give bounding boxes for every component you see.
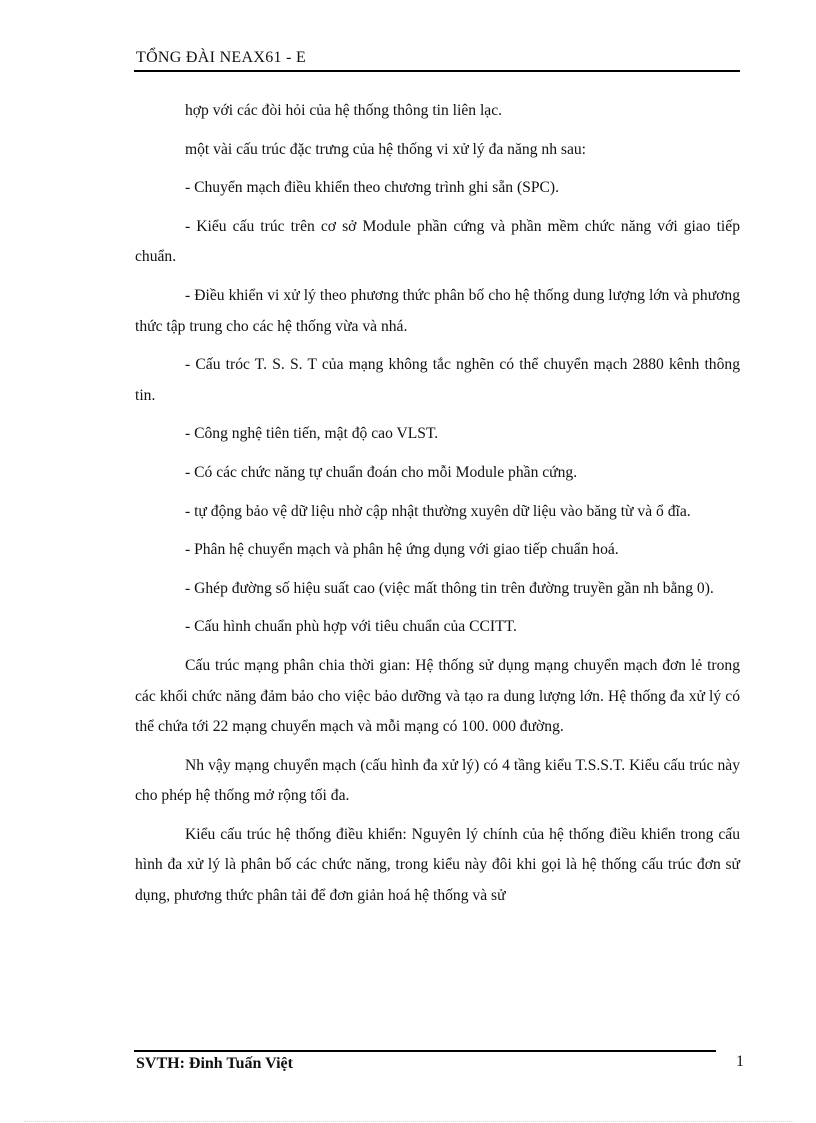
paragraph: - Có các chức năng tự chuẩn đoán cho mỗi Module phần cứng. xyxy=(185,463,578,481)
paragraph: - Cấu hình chuẩn phù hợp với tiêu chuẩn của CCITT. xyxy=(185,618,517,636)
paragraph: một vài cấu trúc đặc trưng của hệ thống vi xử lý đa năng nh sau: xyxy=(185,140,587,158)
page-number: 1 xyxy=(736,1053,744,1070)
paragraph: Kiểu cấu trúc hệ thống điều khiển: Nguyên lý chính của hệ thống điều khiển trong cấu hình đa xử lý là phân bố các chức năng, trong kiểu này đôi khi gọi là hệ thống cấu trúc đơn sử dụng, phương thức phân tải để đơn giản hoá hệ thống và sử xyxy=(135,825,740,905)
paragraph: Cấu trúc mạng phân chia thời gian: Hệ thống sử dụng mạng chuyển mạch đơn lẻ trong các khối chức năng đảm bảo cho việc bảo dưỡng và tạo ra dung lượng lớn. Hệ thống đa xử lý có thể chứa tới 22 mạng chuyển mạch và mỗi mạng có 100. 000 đường. xyxy=(135,656,740,736)
paragraph: hợp với các đòi hỏi của hệ thống thông tin liên lạc. xyxy=(185,102,503,119)
paragraph: - Kiểu cấu trúc trên cơ sở Module phần cứng và phần mềm chức năng với giao tiếp chuẩn. xyxy=(135,217,740,266)
paragraph: Nh vậy mạng chuyển mạch (cấu hình đa xử lý) có 4 tầng kiểu T.S.S.T. Kiểu cấu trúc này cho phép hệ thống mở rộng tối đa. xyxy=(135,756,740,805)
footer-author: SVTH: Đinh Tuấn Việt xyxy=(136,1055,293,1072)
document-body xyxy=(135,96,740,920)
paragraph: - Ghép đường số hiệu suất cao (việc mất thông tin trên đường truyền gần nh bằng 0). xyxy=(185,579,714,597)
footer-divider xyxy=(134,1050,716,1052)
paragraph: - Phân hệ chuyển mạch và phân hệ ứng dụng với giao tiếp chuẩn hoá. xyxy=(185,541,619,559)
page-bottom-edge xyxy=(24,1121,794,1122)
paragraph: - Cấu tróc T. S. S. T của mạng không tắc nghẽn có thể chuyển mạch 2880 kênh thông tin. xyxy=(135,356,740,404)
paragraph: - Chuyển mạch điều khiển theo chương trình ghi sẵn (SPC). xyxy=(185,179,559,197)
paragraph: - tự động bảo vệ dữ liệu nhờ cập nhật thường xuyên dữ liệu vào băng từ và ổ đĩa. xyxy=(185,502,691,520)
paragraph: - Công nghệ tiên tiến, mật độ cao VLST. xyxy=(185,425,439,443)
header-divider xyxy=(134,70,740,72)
paragraph: - Điều khiển vi xử lý theo phương thức phân bố cho hệ thống dung lượng lớn và phương thức tập trung cho các hệ thống vừa và nhá. xyxy=(135,286,740,335)
page-header-title: TỔNG ĐÀI NEAX61 - E xyxy=(136,49,307,66)
